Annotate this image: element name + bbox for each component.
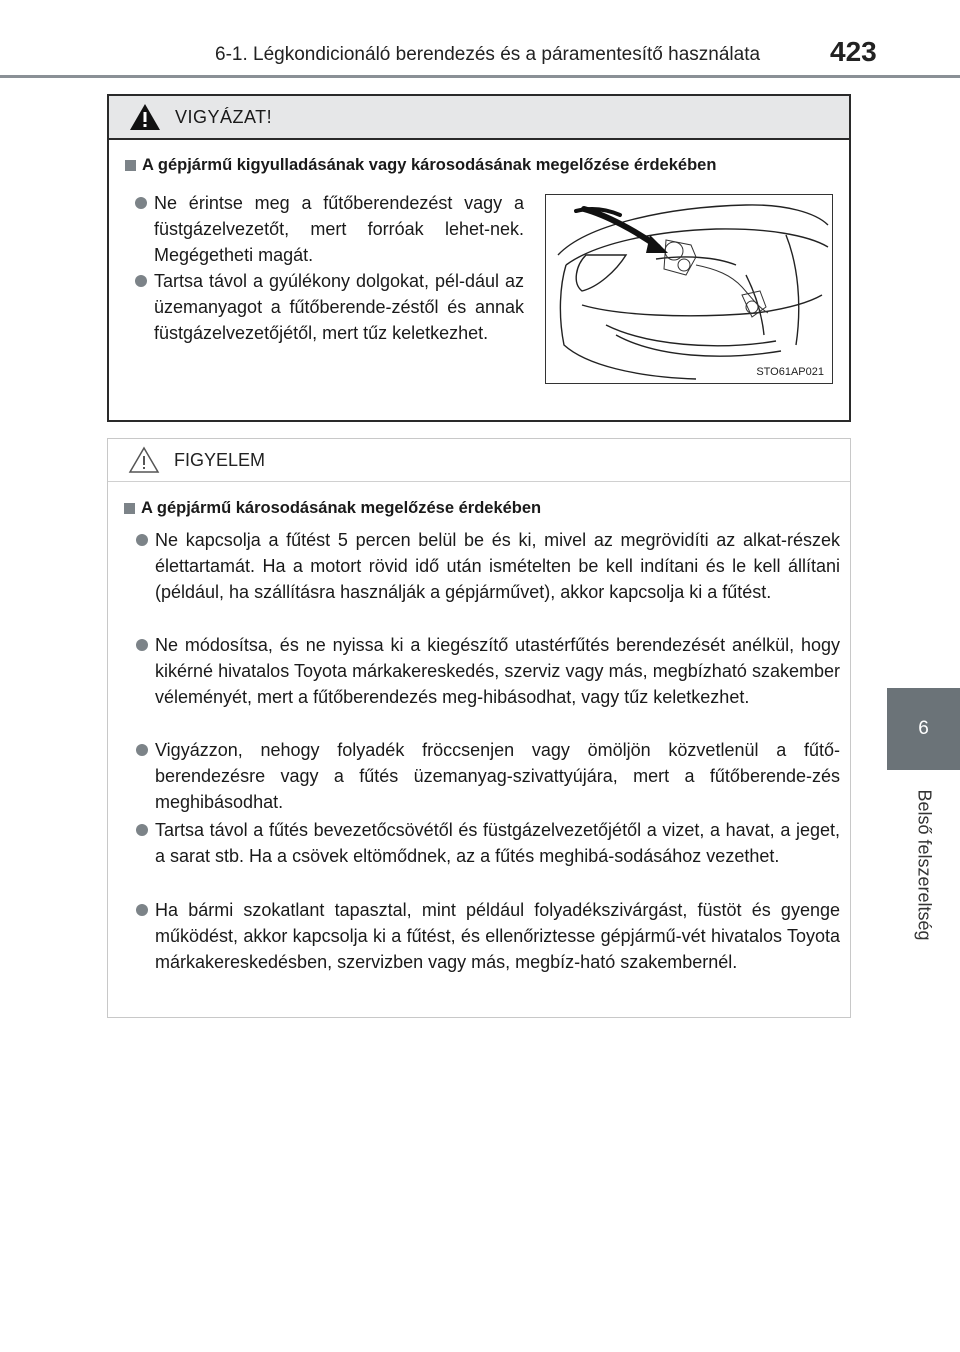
chapter-tab-label: Belső felszereltség <box>914 789 935 941</box>
round-bullet-icon <box>136 639 148 651</box>
notice-bullet <box>155 527 840 605</box>
notice-bullet <box>155 737 840 815</box>
warning-header <box>109 96 849 140</box>
header-divider <box>0 75 960 78</box>
notice-section-title <box>124 499 541 518</box>
chapter-tab[interactable] <box>887 688 960 770</box>
notice-bullet <box>155 897 840 975</box>
chapter-title: 6-1. Légkondicionáló berendezés és a páramentesítő használata <box>215 44 761 65</box>
notice-bullet-text: Tartsa távol a fűtés bevezetőcsövétől és füstgázelvezetőjétől a vizet, a havat, a jeget, a sarat stb. Ha a csövek eltömődnek, az a fűtés meghibá-sodásához vezethet. <box>155 820 840 866</box>
notice-heading: FIGYELEM <box>174 449 266 470</box>
warning-triangle-icon <box>129 103 161 131</box>
notice-bullet-text: Ne módosítsa, és ne nyissa ki a kiegészítő utastérfűtés berendezését anélkül, hogy kikérné hivatalos Toyota márkakereskedés, szerviz vagy más, megbízható szakember véleményét, mert a fűtőberendezés meg-hibásodhat, vagy tűz keletkezhet. <box>155 635 840 707</box>
round-bullet-icon <box>136 744 148 756</box>
warning-box <box>107 94 851 422</box>
notice-bullet <box>155 632 840 710</box>
figure-code: STO61AP021 <box>756 366 824 378</box>
vehicle-illustration <box>545 194 833 384</box>
warning-bullet-text: Ne érintse meg a fűtőberendezést vagy a füstgázelvezetőt, mert forróak lehet-nek. Megégetheti magát. <box>154 193 524 265</box>
warning-heading: VIGYÁZAT! <box>175 106 273 127</box>
round-bullet-icon <box>135 197 147 209</box>
warning-bullet <box>154 190 524 268</box>
notice-section-text: A gépjármű károsodásának megelőzése érdekében <box>141 499 542 517</box>
notice-bullet-text: Vigyázzon, nehogy folyadék fröccsenjen vagy ömöljön közvetlenül a fűtő-berendezésre vagy a fűtés üzemanyag-szivattyújára, mert a fűtőberende-zés meghibásodhat. <box>155 740 840 812</box>
notice-bullet-text: Ha bármi szokatlant tapasztal, mint például folyadékszivárgást, füstöt és gyenge működést, akkor kapcsolja ki a fűtést, és ellenőriztesse gépjármű-vét hivatalos Toyota márkakereskedésben, szervizben vagy más, megbíz-ható szakembernél. <box>155 900 840 972</box>
chapter-tab-number: 6 <box>918 718 929 739</box>
caution-triangle-icon <box>128 446 160 474</box>
square-bullet-icon <box>125 160 136 171</box>
car-front-illustration <box>546 195 831 382</box>
notice-bullet <box>155 817 840 869</box>
round-bullet-icon <box>135 275 147 287</box>
notice-bullet-text: Ne kapcsolja a fűtést 5 percen belül be és ki, mivel az megrövidíti az alkat-részek élettartamát. Ha a motort rövid idő után ismételten be kell indítani és le kell állítani (például, ha szállításra használják a gépjárművet), akkor kapcsolja ki a fűtést. <box>155 530 840 602</box>
round-bullet-icon <box>136 904 148 916</box>
warning-bullet-text: Tartsa távol a gyúlékony dolgokat, pél-dául az üzemanyagot a fűtőberende-zéstől és annak füstgázelvezetőjétől, mert tűz keletkezhet. <box>154 271 524 343</box>
round-bullet-icon <box>136 534 148 546</box>
warning-bullet <box>154 268 524 346</box>
page-number: 423 <box>830 36 877 67</box>
notice-box <box>107 438 851 1018</box>
warning-section-title <box>125 156 716 175</box>
square-bullet-icon <box>124 503 135 514</box>
warning-section-text: A gépjármű kigyulladásának vagy károsodásának megelőzése érdekében <box>142 156 717 174</box>
round-bullet-icon <box>136 824 148 836</box>
notice-header <box>108 439 850 482</box>
